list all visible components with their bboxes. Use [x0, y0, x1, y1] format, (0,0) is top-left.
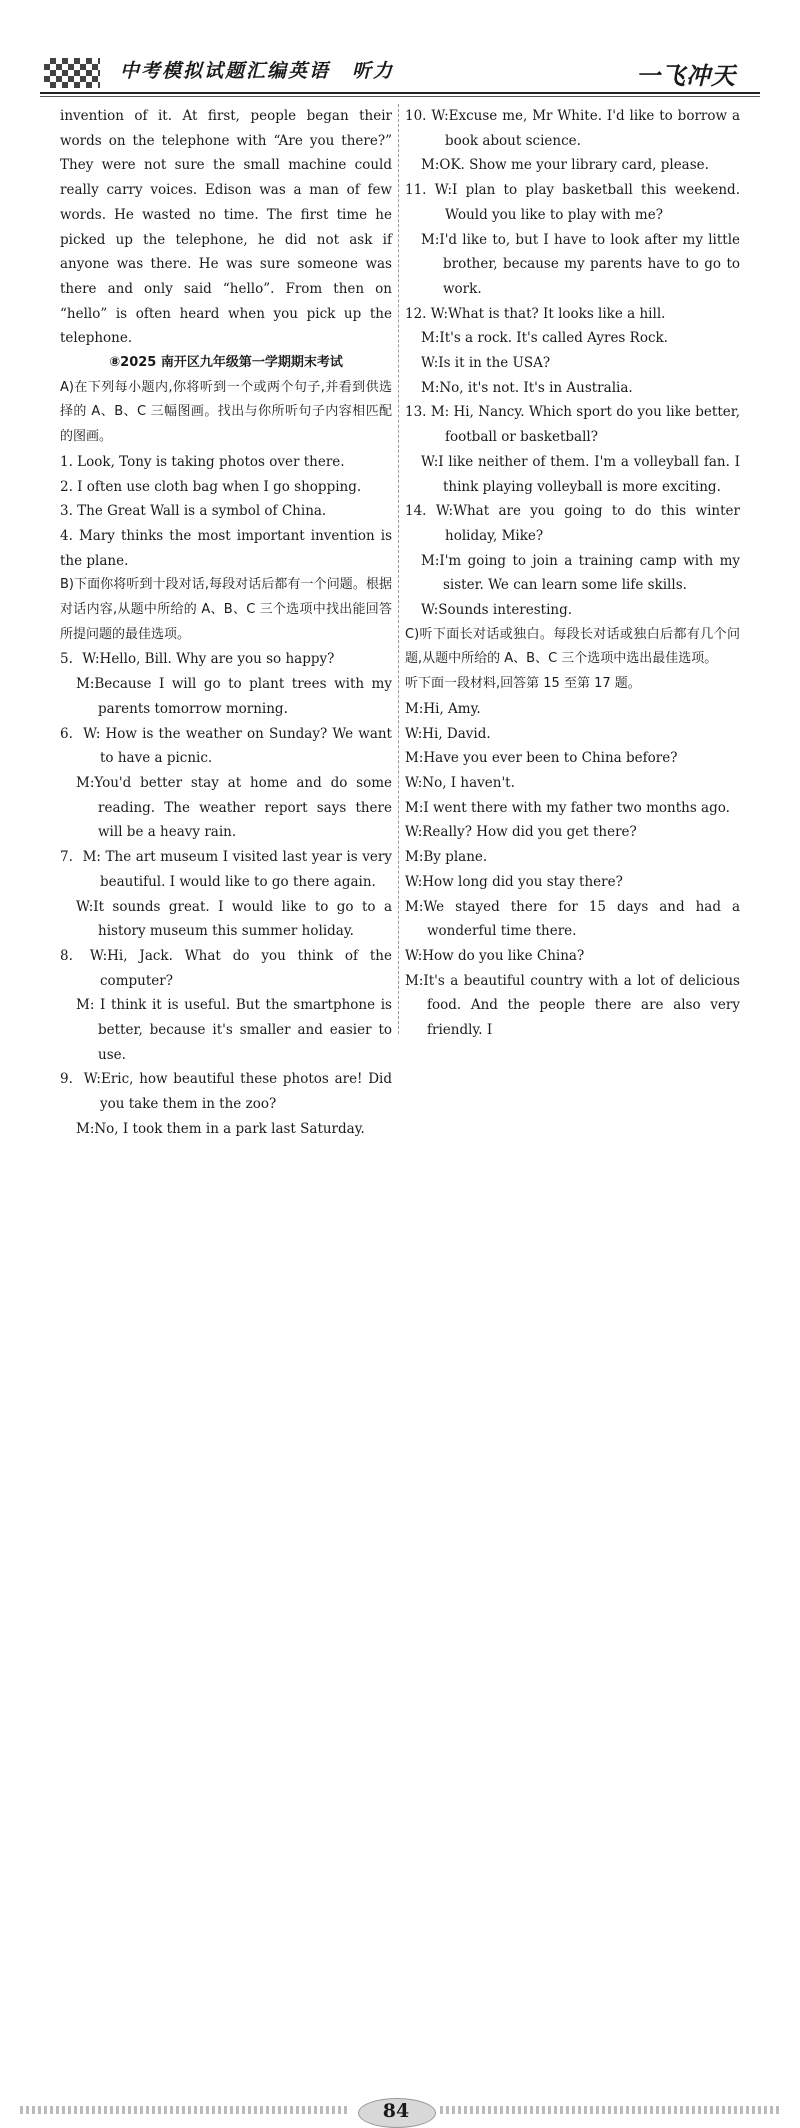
dialog-text: W:I plan to play basketball this weekend. Would you like to play with me? — [434, 182, 740, 223]
dialog-line — [405, 400, 740, 449]
conversation-line: W:How do you like China? — [405, 947, 585, 964]
page-header — [0, 0, 800, 100]
dialog-line: M:It's a rock. It's called Ayres Rock. — [421, 330, 668, 347]
section-a-item: 3. The Great Wall is a symbol of China. — [60, 503, 327, 520]
dialog-text: W:Excuse me, Mr White. I'd like to borrow a book about science. — [431, 108, 741, 149]
exam-title: ⑧2025 南开区九年级第一学期期末考试 — [109, 355, 343, 371]
dialog-line — [60, 845, 392, 894]
section-c-instructions: C)听下面长对话或独白。每段长对话或独白后都有几个问题,从题中所给的 A、B、C 三个选项中选出最佳选项。 — [405, 626, 740, 667]
dialog-line — [405, 499, 740, 548]
conversation-line: M:By plane. — [405, 849, 488, 866]
conversation — [405, 697, 740, 1043]
section-b-instructions: B)下面你将听到十段对话,每段对话后都有一个问题。根据对话内容,从题中所给的 A、B、C 三个选项中找出能回答所提问题的最佳选项。 — [60, 577, 392, 642]
question-number: 9. — [60, 1071, 73, 1088]
question-number: 14. — [405, 503, 427, 520]
dialog-line: M:Because I will go to plant trees with my parents tomorrow morning. — [76, 676, 392, 717]
section-a-item: 1. Look, Tony is taking photos over there. — [60, 453, 345, 470]
question-number: 11. — [405, 182, 427, 199]
dialog-line — [60, 944, 392, 993]
question-number: 5. — [60, 651, 73, 668]
dialog-text: M: The art museum I visited last year is very beautiful. I would like to go there again. — [82, 849, 392, 890]
conversation-line: M:We stayed there for 15 days and had a wonderful time there. — [405, 898, 740, 940]
dialog-line: M:I'm going to join a training camp with my sister. We can learn some life skills. — [421, 552, 740, 594]
footer-border-left — [20, 2106, 350, 2114]
question-number: 12. — [405, 305, 427, 322]
section-a-item: 2. I often use cloth bag when I go shopping. — [60, 478, 362, 495]
dialog-text: W:What are you going to do this winter holiday, Mike? — [435, 503, 740, 544]
series-logo: 一飞冲天 — [636, 61, 736, 90]
dialog-line: M:You'd better stay at home and do some reading. The weather report says there will be a heavy rain. — [76, 774, 392, 841]
subject-label: 听力 — [352, 60, 395, 82]
dialog-text: W:Hi, Jack. What do you think of the computer? — [89, 947, 392, 989]
right-dialogs — [405, 104, 740, 623]
dialog-text: W:Eric, how beautiful these photos are! Did you take them in the zoo? — [83, 1071, 392, 1113]
dialog-text: W: How is the weather on Sunday? We want to have a picnic. — [83, 725, 392, 767]
conversation-line: M:I went there with my father two months ago. — [405, 799, 730, 816]
book-title-text: 中考模拟试题汇编英语 — [120, 60, 331, 82]
question-number: 7. — [60, 849, 73, 866]
conversation-line: W:No, I haven't. — [405, 774, 515, 791]
section-a-instructions: A)在下列每小题内,你将听到一个或两个句子,并看到供选择的 A、B、C 三幅图画。找出与你所听句子内容相匹配的图画。 — [60, 379, 392, 445]
header-rule — [40, 92, 760, 94]
dialog-line — [60, 647, 392, 672]
dialog-text: W:Hello, Bill. Why are you so happy? — [82, 651, 335, 668]
question-number: 8. — [60, 947, 73, 964]
dialog-line: M:No, I took them in a park last Saturday. — [76, 1120, 365, 1137]
conversation-line: M:It's a beautiful country with a lot of delicious food. And the people there are also very friendly. I — [405, 972, 740, 1039]
passage-intro: 听下面一段材料,回答第 15 至第 17 题。 — [405, 676, 641, 692]
dialog-line — [405, 302, 740, 327]
dialog-line: W:Sounds interesting. — [421, 602, 573, 619]
dialog-text: M: Hi, Nancy. Which sport do you like better, football or basketball? — [430, 404, 740, 446]
dialog-line: M:OK. Show me your library card, please. — [421, 157, 709, 174]
section-a-item: 4. Mary thinks the most important invention is the plane. — [60, 527, 392, 569]
dialog-line — [405, 104, 740, 153]
question-number: 10. — [405, 108, 427, 124]
checker-pattern-decoration — [44, 58, 100, 88]
dialog-line: W:I like neither of them. I'm a volleyball fan. I think playing volleyball is more exciting. — [421, 453, 740, 495]
dialog-line — [405, 178, 740, 227]
left-column — [60, 104, 392, 1142]
conversation-line: W:Hi, David. — [405, 725, 491, 742]
dialog-line: W:It sounds great. I would like to go to a history museum this summer holiday. — [76, 898, 392, 940]
dialog-line — [60, 722, 392, 771]
conversation-line: M:Hi, Amy. — [405, 700, 481, 717]
dialog-line: W:Is it in the USA? — [421, 355, 551, 372]
conversation-line: W:Really? How did you get there? — [405, 824, 637, 841]
dialog-text: W:What is that? It looks like a hill. — [430, 305, 666, 322]
dialog-line: M: I think it is useful. But the smartphone is better, because it's smaller and easier to use. — [76, 997, 392, 1063]
conversation-line: M:Have you ever been to China before? — [405, 750, 678, 767]
passage-paragraph: invention of it. At first, people began their words on the telephone with “Are you there?” They were not sure the small machine could really carry voices. Edison was a man of few words. He wasted no time. The first time he picked up the telephone, he did not ask if anyone was there. He was sure someone was there and only said “hello”. From then on “hello” is often heard when you pick up the telephone. — [60, 108, 392, 347]
dialog-line: M:No, it's not. It's in Australia. — [421, 379, 633, 396]
conversation-line: W:How long did you stay there? — [405, 873, 623, 890]
column-divider — [398, 104, 399, 1034]
question-number: 6. — [60, 725, 73, 742]
footer-border-right — [440, 2106, 780, 2114]
question-number: 13. — [405, 404, 427, 421]
section-a-items — [60, 450, 392, 574]
book-title — [120, 56, 394, 83]
page-number: 84 — [382, 2100, 410, 2122]
dialog-line: M:I'd like to, but I have to look after my little brother, because my parents have to go to work. — [421, 231, 740, 297]
header-rule-thin — [40, 96, 760, 97]
right-column — [405, 104, 740, 1043]
